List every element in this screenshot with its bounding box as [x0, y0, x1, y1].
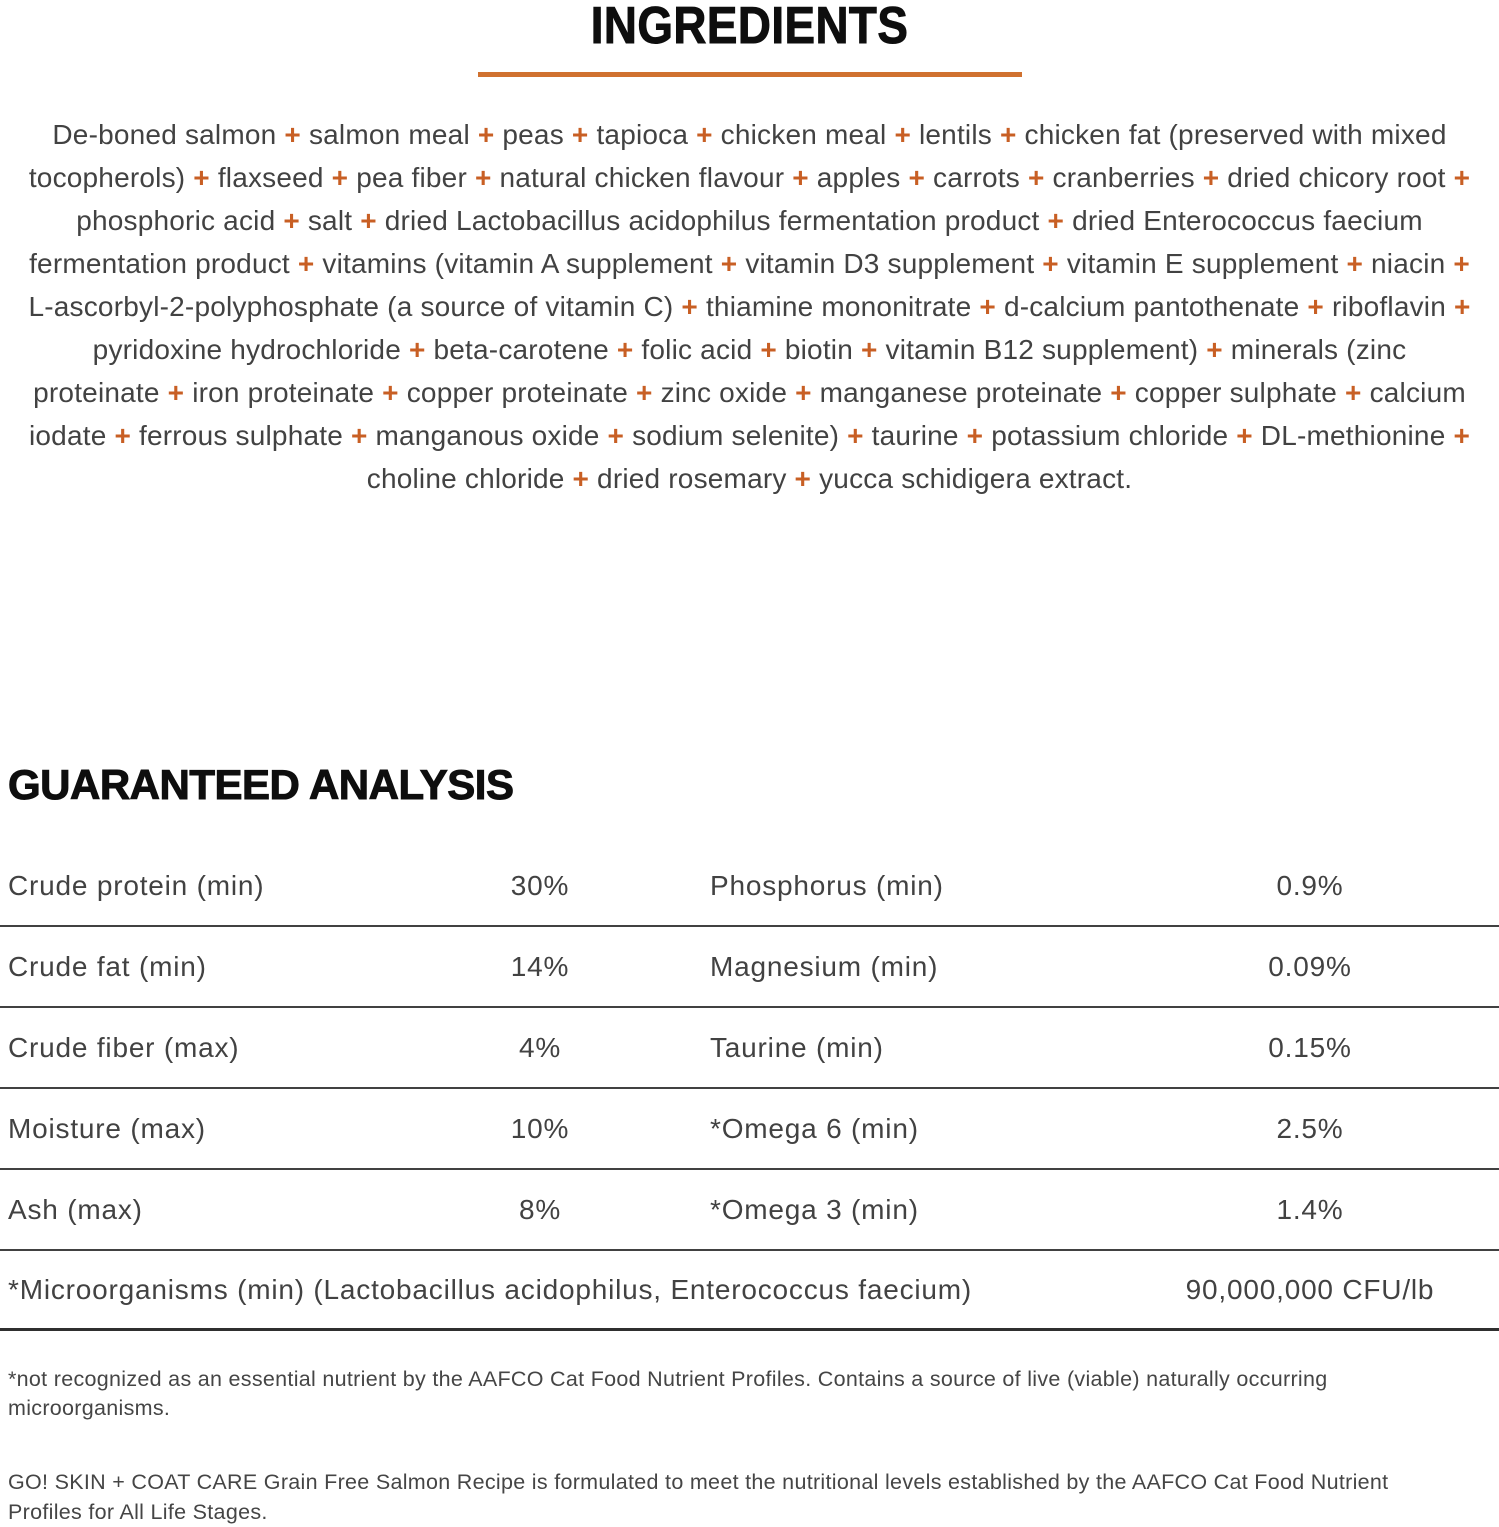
ingredient-item: dried Enterococcus faecium fermentation product	[29, 205, 1423, 279]
ingredient-item: natural chicken flavour	[499, 162, 785, 193]
plus-separator: +	[1299, 291, 1332, 322]
plus-separator: +	[991, 119, 1025, 150]
ingredient-item: dried rosemary	[597, 463, 787, 494]
plus-separator: +	[400, 334, 434, 365]
plus-separator: +	[628, 377, 661, 408]
plus-separator: +	[106, 420, 139, 451]
guaranteed-analysis-section	[0, 762, 1499, 1331]
analysis-row	[0, 1170, 1499, 1251]
ingredient-item: salt	[307, 205, 353, 236]
analysis-label: *Omega 3 (min)	[710, 1193, 919, 1225]
plus-separator: +	[786, 463, 820, 494]
analysis-row	[0, 846, 1499, 927]
plus-separator: +	[276, 119, 309, 150]
ingredient-item: choline chloride	[366, 463, 565, 494]
ingredient-item: potassium chloride	[991, 420, 1229, 451]
ingredient-item: chicken meal	[720, 119, 887, 150]
ingredient-item: copper proteinate	[406, 377, 629, 408]
ingredient-item: folic acid	[641, 334, 753, 365]
plus-separator: +	[787, 377, 820, 408]
analysis-label: Phosphorus (min)	[710, 869, 944, 901]
ingredient-item: vitamin D3 supplement	[745, 248, 1035, 279]
ingredient-item: tapioca	[596, 119, 689, 150]
ingredient-item: DL-methionine	[1260, 420, 1446, 451]
plus-separator: +	[1020, 162, 1053, 193]
analysis-value: 0.09%	[1268, 950, 1352, 982]
plus-separator: +	[712, 248, 746, 279]
ingredient-item: apples	[816, 162, 901, 193]
ingredient-item: dried chicory root	[1227, 162, 1446, 193]
plus-separator: +	[1198, 334, 1231, 365]
plus-separator: +	[673, 291, 706, 322]
ingredient-item: vitamins (vitamin A supplement	[322, 248, 713, 279]
plus-separator: +	[784, 162, 817, 193]
analysis-label: *Omega 6 (min)	[710, 1112, 919, 1144]
ingredient-item: phosphoric acid	[76, 205, 276, 236]
plus-separator: +	[564, 463, 598, 494]
plus-separator: +	[1446, 291, 1471, 322]
plus-separator: +	[971, 291, 1004, 322]
ingredients-list	[16, 113, 1484, 500]
analysis-value: 8%	[518, 1193, 562, 1225]
plus-separator: +	[688, 119, 721, 150]
plus-separator: +	[159, 377, 193, 408]
ingredient-item: taurine	[871, 420, 959, 451]
analysis-label: Taurine (min)	[710, 1031, 884, 1063]
ingredient-item: biotin	[784, 334, 853, 365]
analysis-title: GUARANTEED ANALYSIS	[8, 761, 514, 808]
ingredients-title: INGREDIENTS	[590, 0, 909, 55]
plus-separator: +	[1445, 162, 1471, 193]
plus-separator: +	[185, 162, 218, 193]
plus-separator: +	[1034, 248, 1067, 279]
plus-separator: +	[886, 119, 919, 150]
analysis-label: Ash (max)	[8, 1193, 143, 1225]
plus-separator: +	[1337, 377, 1370, 408]
ingredient-item: iron proteinate	[192, 377, 375, 408]
ingredient-item: chicken fat (preserved with mixed tocopherols)	[28, 119, 1447, 193]
plus-separator: +	[289, 248, 323, 279]
ingredient-item: cranberries	[1052, 162, 1195, 193]
ingredient-item: pyridoxine hydrochloride	[92, 334, 401, 365]
ingredient-item: sodium selenite)	[632, 420, 840, 451]
analysis-value: 4%	[518, 1031, 562, 1063]
analysis-label: Crude fiber (max)	[8, 1031, 240, 1063]
ingredient-item: pea fiber	[356, 162, 467, 193]
ingredient-item: copper sulphate	[1134, 377, 1338, 408]
analysis-value: 2.5%	[1276, 1112, 1344, 1144]
ingredient-item: thiamine mononitrate	[705, 291, 972, 322]
plus-separator: +	[608, 334, 642, 365]
ingredient-item: De-boned salmon	[52, 119, 277, 150]
plus-separator: +	[839, 420, 872, 451]
plus-separator: +	[323, 162, 357, 193]
plus-separator: +	[1039, 205, 1073, 236]
plus-separator: +	[958, 420, 992, 451]
plus-separator: +	[1445, 420, 1471, 451]
plus-separator: +	[275, 205, 308, 236]
analysis-label: Crude protein (min)	[8, 869, 265, 901]
plus-separator: +	[752, 334, 785, 365]
analysis-value: 0.9%	[1276, 869, 1344, 901]
analysis-value: 1.4%	[1276, 1193, 1344, 1225]
ingredient-item: yucca schidigera extract.	[819, 463, 1133, 494]
plus-separator: +	[900, 162, 934, 193]
ingredient-item: flaxseed	[217, 162, 324, 193]
ingredient-item: niacin	[1371, 248, 1446, 279]
ingredient-item: minerals (zinc proteinate	[33, 334, 1407, 408]
ingredient-item: L-ascorbyl-2-polyphosphate (a source of vitamin C)	[28, 291, 674, 322]
ingredient-item: ferrous sulphate	[139, 420, 343, 451]
analysis-value: 10%	[510, 1112, 570, 1144]
analysis-value: 30%	[510, 869, 570, 901]
plus-separator: +	[1102, 377, 1135, 408]
ingredients-section	[0, 0, 1499, 500]
ingredient-item: peas	[502, 119, 564, 150]
plus-separator: +	[466, 162, 500, 193]
microorganisms-label: *Microorganisms (min) (Lactobacillus acidophilus, Enterococcus faecium)	[8, 1273, 973, 1305]
plus-separator: +	[469, 119, 503, 150]
ingredient-item: manganese proteinate	[819, 377, 1103, 408]
plus-separator: +	[599, 420, 633, 451]
analysis-value: 14%	[510, 950, 570, 982]
plus-separator: +	[1445, 248, 1470, 279]
analysis-label: Crude fat (min)	[8, 950, 207, 982]
aafco-footnote: *not recognized as an essential nutrient by the AAFCO Cat Food Nutrient Profiles. Contains a source of live (viable) naturally occurring microorganisms.	[8, 1367, 1328, 1420]
plus-separator: +	[352, 205, 385, 236]
ingredient-item: salmon meal	[308, 119, 470, 150]
ingredient-item: d-calcium pantothenate	[1003, 291, 1300, 322]
analysis-label: Moisture (max)	[8, 1112, 206, 1144]
ingredient-item: calcium iodate	[28, 377, 1466, 451]
ingredient-item: carrots	[933, 162, 1020, 193]
analysis-label: Magnesium (min)	[710, 950, 939, 982]
ingredient-item: riboflavin	[1331, 291, 1446, 322]
plus-separator: +	[1228, 420, 1261, 451]
analysis-value: 0.15%	[1268, 1031, 1352, 1063]
ingredient-item: zinc oxide	[660, 377, 788, 408]
plus-separator: +	[1338, 248, 1372, 279]
plus-separator: +	[853, 334, 886, 365]
accent-rule	[478, 72, 1022, 77]
formulation-footnote: GO! SKIN + COAT CARE Grain Free Salmon Recipe is formulated to meet the nutritional levels established by the AAFCO Cat Food Nutrient Profiles for All Life Stages.	[8, 1470, 1389, 1524]
ingredient-item: vitamin B12 supplement)	[885, 334, 1199, 365]
analysis-row	[0, 927, 1499, 1008]
plus-separator: +	[374, 377, 407, 408]
ingredient-item: dried Lactobacillus acidophilus fermentation product	[384, 205, 1040, 236]
plus-separator: +	[563, 119, 597, 150]
analysis-table	[0, 846, 1499, 1331]
analysis-row	[0, 1089, 1499, 1170]
microorganisms-row	[0, 1251, 1499, 1331]
ingredient-item: manganous oxide	[375, 420, 600, 451]
ingredient-item: beta-carotene	[433, 334, 609, 365]
ingredient-item: vitamin E supplement	[1066, 248, 1339, 279]
plus-separator: +	[1194, 162, 1228, 193]
ingredient-item: lentils	[918, 119, 992, 150]
microorganisms-value: 90,000,000 CFU/lb	[1185, 1273, 1435, 1305]
plus-separator: +	[343, 420, 376, 451]
analysis-row	[0, 1008, 1499, 1089]
